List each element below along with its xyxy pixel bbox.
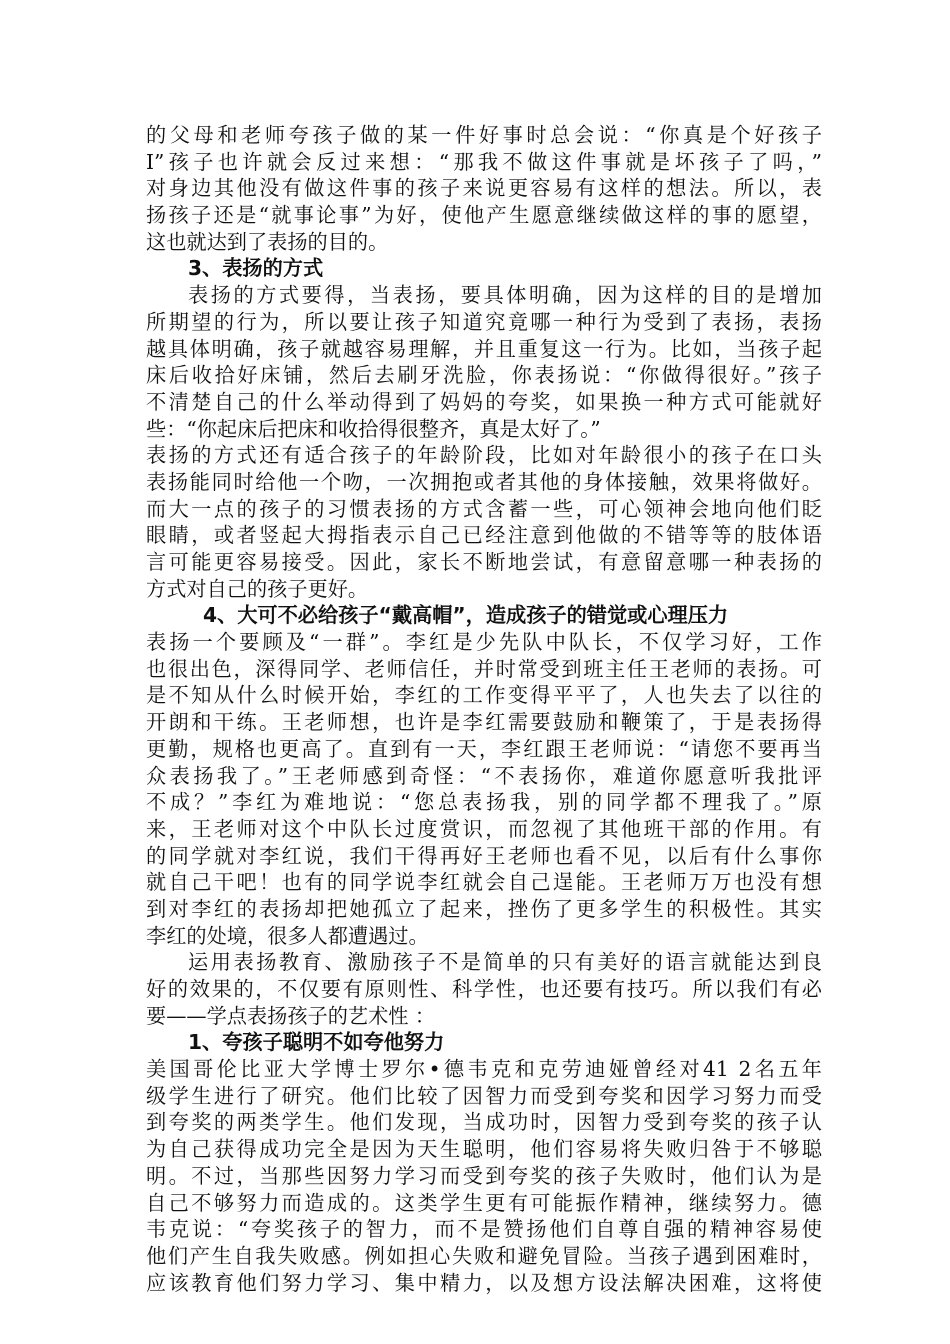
text-line: 明。不过，当那些因努力学习而受到夸奖的孩子失败时，他们认为是	[146, 1163, 822, 1188]
text-line: 运用表扬教育、激励孩子不是简单的只有美好的语言就能达到良	[188, 950, 822, 975]
text-line: 自己不够努力而造成的。这类学生更有可能振作精神，继续努力。德	[146, 1190, 822, 1215]
text-line: 这也就达到了表扬的目的。	[146, 229, 389, 254]
text-line: 是不知从什么时候开始，李红的工作变得平平了，人也失去了以往的	[146, 683, 822, 708]
text-line: 不成？”李红为难地说：“您总表扬我，别的同学都不理我了。”原	[146, 790, 822, 815]
text-line: 所期望的行为，所以要让孩子知道究竟哪一种行为受到了表扬，表扬	[146, 309, 822, 334]
section-heading: 4、大可不必给孩子“戴高帽”，造成孩子的错觉或心理压力	[203, 603, 729, 628]
section-heading: 3、表扬的方式	[188, 256, 324, 281]
text-line: 就自己干吧！也有的同学说李红就会自己逞能。王老师万万也没有想	[146, 870, 822, 895]
text-line: 表扬的方式要得，当表扬，要具体明确，因为这样的目的是增加	[188, 283, 822, 308]
text-line: 要——学点表扬孩子的艺术性 ：	[146, 1003, 436, 1028]
text-line: 到夸奖的两类学生。他们发现，当成功时，因智力受到夸奖的孩子认	[146, 1110, 822, 1135]
text-line: 越具体明确，孩子就越容易理解，并且重复这一行为。比如，当孩子起	[146, 336, 822, 361]
text-line: 表扬一个要顾及“一群”。李红是少先队中队长，不仅学习好，工作	[146, 630, 822, 655]
text-line: 的同学就对李红说，我们干得再好王老师也看不见，以后有什么事你	[146, 843, 822, 868]
text-line: 表扬能同时给他一个吻，一次拥抱或者其他的身体接触，效果将做好。	[146, 469, 822, 494]
document-page	[146, 122, 822, 1296]
text-line: 众表扬我了。”王老师感到奇怪：“不表扬你，难道你愿意听我批评	[146, 763, 822, 788]
section-heading: 1、夸孩子聪明不如夸他努力	[188, 1030, 445, 1055]
text-line: 应该教育他们努力学习、集中精力，以及想方设法解决困难，这将使	[146, 1270, 822, 1295]
text-line: 方式对自己的孩子更好。	[146, 576, 369, 601]
text-line: 眼睛，或者竖起大拇指表示自己已经注意到他做的不错等等的肢体语	[146, 523, 822, 548]
text-line: 级学生进行了研究。他们比较了因智力而受到夸奖和因学习努力而受	[146, 1083, 822, 1108]
text-line: 些：“你起床后把床和收拾得很整齐，真是太好了。”	[146, 416, 601, 441]
text-line: 美国哥伦比亚大学博士罗尔•德韦克和克劳迪娅曾经对41 2名五年	[146, 1057, 822, 1082]
text-line: 到对李红的表扬却把她孤立了起来，挫伤了更多学生的积极性。其实	[146, 896, 822, 921]
text-line: 他们产生自我失败感。例如担心失败和避免冒险。当孩子遇到困难时，	[146, 1243, 822, 1268]
text-line: 为自己获得成功完全是因为天生聪明，他们容易将失败归咎于不够聪	[146, 1137, 822, 1162]
text-line: 而大一点的孩子的习惯表扬的方式含蓄一些，可心领神会地向他们眨	[146, 496, 822, 521]
text-line: 的父母和老师夸孩子做的某一件好事时总会说：“你真是个好孩子	[146, 123, 822, 147]
text-line: 对身边其他没有做这件事的孩子来说更容易有这样的想法。所以，表	[146, 176, 822, 201]
text-line: 扬孩子还是“就事论事”为好，使他产生愿意继续做这样的事的愿望，	[146, 203, 822, 228]
text-line: 也很出色，深得同学、老师信任，并时常受到班主任王老师的表扬。可	[146, 656, 822, 681]
text-line: 更勤，规格也更高了。直到有一天，李红跟王老师说：“请您不要再当	[146, 736, 822, 761]
text-line: 言可能更容易接受。因此，家长不断地尝试，有意留意哪一种表扬的	[146, 550, 822, 574]
text-line: 不清楚自己的什么举动得到了妈妈的夸奖，如果换一种方式可能就好	[146, 389, 822, 414]
text-line: 好的效果的，不仅要有原则性、科学性，也还要有技巧。所以我们有必	[146, 977, 822, 1001]
text-line: 床后收拾好床铺，然后去刷牙洗脸，你表扬说：“你做得很好。”孩子	[146, 363, 822, 388]
text-line: 开朗和干练。王老师想，也许是李红需要鼓励和鞭策了，于是表扬得	[146, 710, 822, 735]
text-line: 韦克说：“夸奖孩子的智力，而不是赞扬他们自尊自强的精神容易使	[146, 1217, 822, 1242]
text-line: 李红的处境，很多人都遭遇过。	[146, 923, 429, 948]
text-line: I”孩子也许就会反过来想：“那我不做这件事就是坏孩子了吗，”	[146, 149, 822, 174]
text-line: 来，王老师对这个中队长过度赏识，而忽视了其他班干部的作用。有	[146, 816, 822, 841]
text-line: 表扬的方式还有适合孩子的年龄阶段，比如对年龄很小的孩子在口头	[146, 443, 822, 468]
